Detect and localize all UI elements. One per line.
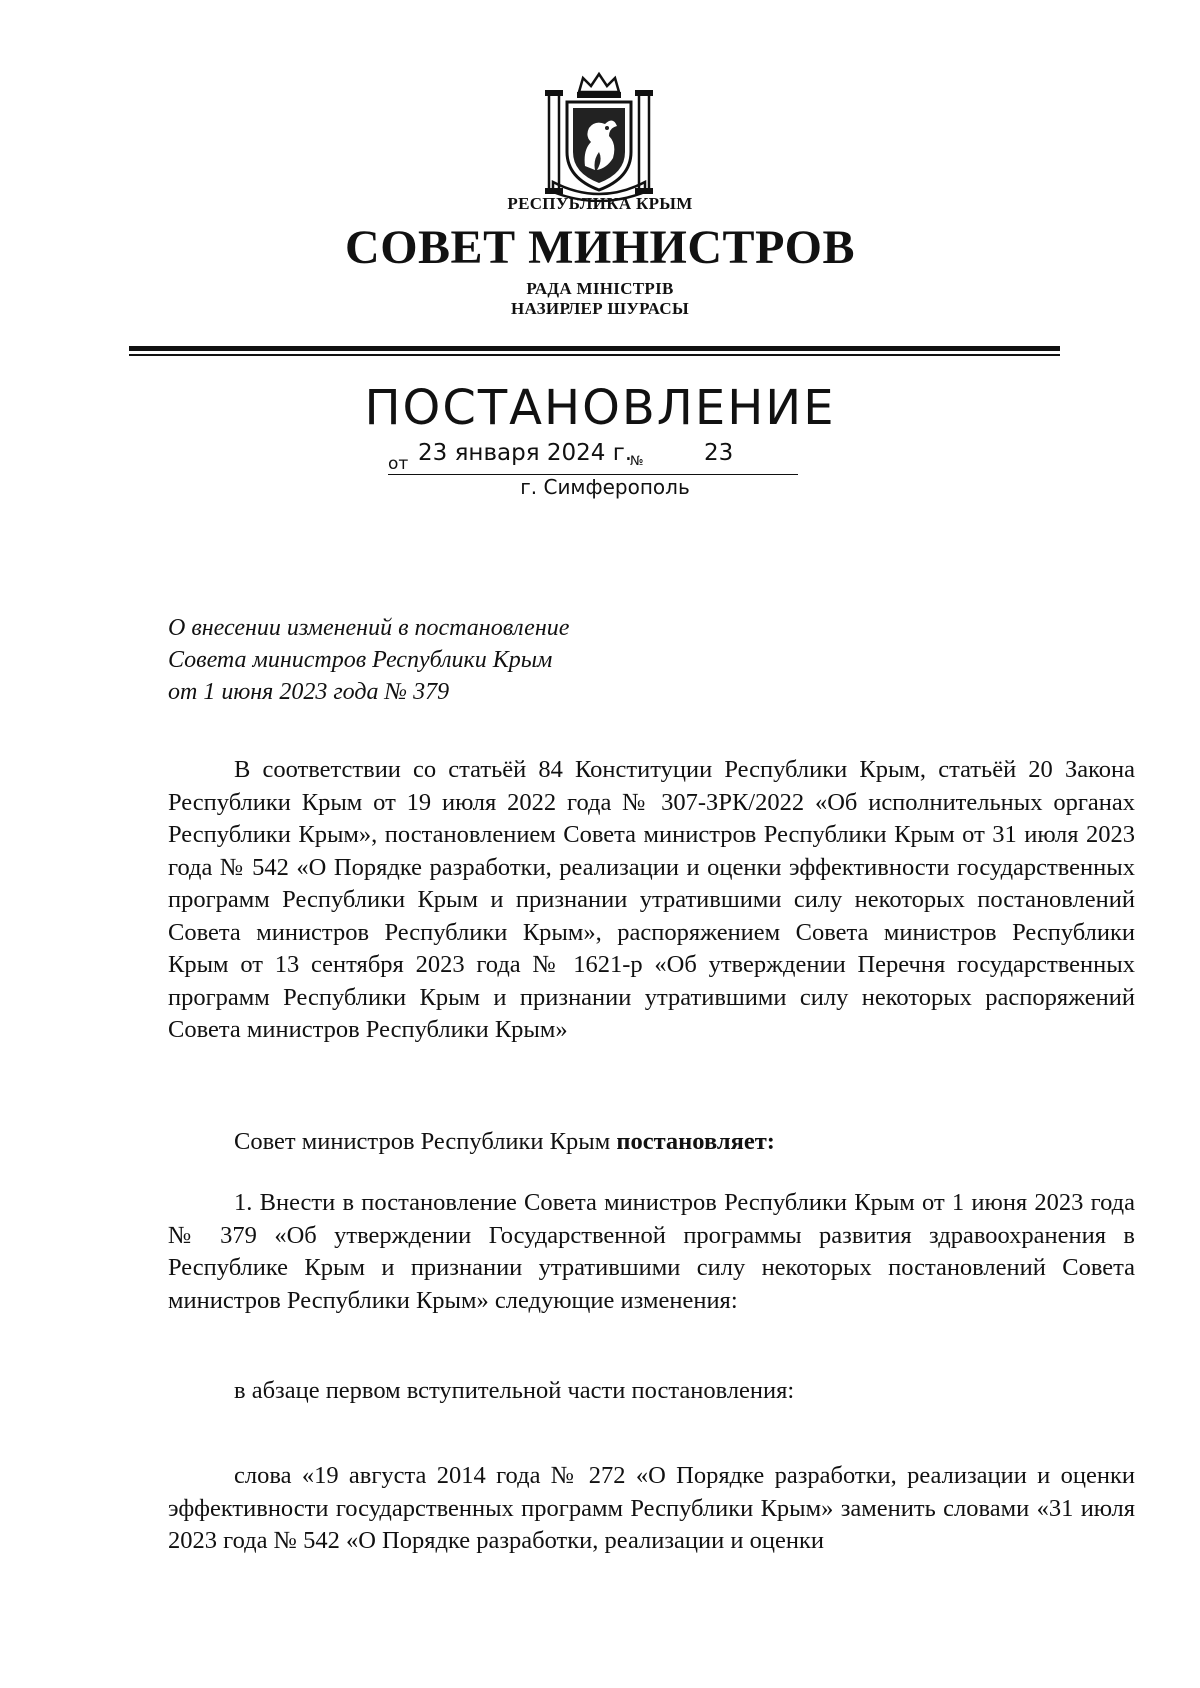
words-paragraph [168, 1460, 1135, 1558]
words-text: слова «19 августа 2014 года № 272 «О Порядке разработки, реализации и оценки эффективности государственных программ Республики Крым» заменить словами «31 июля 2023 года № 542 «О Порядке разработки, реализации и оценки [168, 1462, 1135, 1554]
date-prefix: от [388, 454, 409, 474]
council-name: СОВЕТ МИНИСТРОВ [345, 221, 855, 274]
document-date: 23 января 2024 г. [418, 440, 633, 466]
document-subject [168, 612, 728, 708]
subject-line: О внесении изменений в постановление [168, 615, 570, 641]
council-name-crimean-tatar: НАЗИРЛЕР ШУРАСЫ [510, 299, 689, 318]
council-name-ukrainian: РАДА МІНІСТРІВ [526, 279, 674, 298]
preamble-paragraph [168, 754, 1135, 1047]
date-number-line [388, 440, 798, 475]
decree-paragraph [168, 1126, 1135, 1159]
abzac-paragraph [168, 1375, 1135, 1408]
header-divider-thick [129, 346, 1060, 351]
preamble-text: В соответствии со статьёй 84 Конституции Республики Крым, статьёй 20 Закона Республики Крым от 19 июля 2022 года № 307-ЗРК/2022 «Об исполнительных органах Республики Крым», постановлением Совета министров Республики Крым от 31 июля 2023 года № 542 «О Порядке разработки, реализации и оценки эффективности государственных программ Республики Крым и признании утратившими силу некоторых постановлений Совета министров Республики Крым», распоряжением Совета министров Республики Крым от 13 сентября 2023 года № 1621-р «Об утверждении Перечня государственных программ Республики Крым и признании утратившими силу некоторых распоряжений Совета министров Республики Крым» [168, 756, 1135, 1043]
document-city: г. Симферополь [520, 475, 690, 499]
header-divider-thin [129, 354, 1060, 356]
subject-line: от 1 июня 2023 года № 379 [168, 679, 450, 705]
decree-keyword: постановляет: [616, 1128, 775, 1155]
item-1-paragraph [168, 1187, 1135, 1317]
subject-line: Совета министров Республики Крым [168, 647, 553, 673]
item-1-text: 1. Внести в постановление Совета министров Республики Крым от 1 июня 2023 года № 379 «Об утверждении Государственной программы развития здравоохранения в Республике Крым и признании утратившими силу некоторых постановлений Совета министров Республики Крым» следующие изменения: [168, 1189, 1135, 1314]
decree-lead: Совет министров Республики Крым [234, 1128, 611, 1155]
crimea-coat-of-arms-icon [539, 70, 659, 202]
document-number: 23 [704, 440, 734, 466]
number-sign: № [630, 454, 644, 469]
abzac-text: в абзаце первом вступительной части постановления: [234, 1377, 795, 1404]
republic-name: РЕСПУБЛИКА КРЫМ [507, 194, 693, 213]
document-title: ПОСТАНОВЛЕНИЕ [364, 380, 836, 436]
